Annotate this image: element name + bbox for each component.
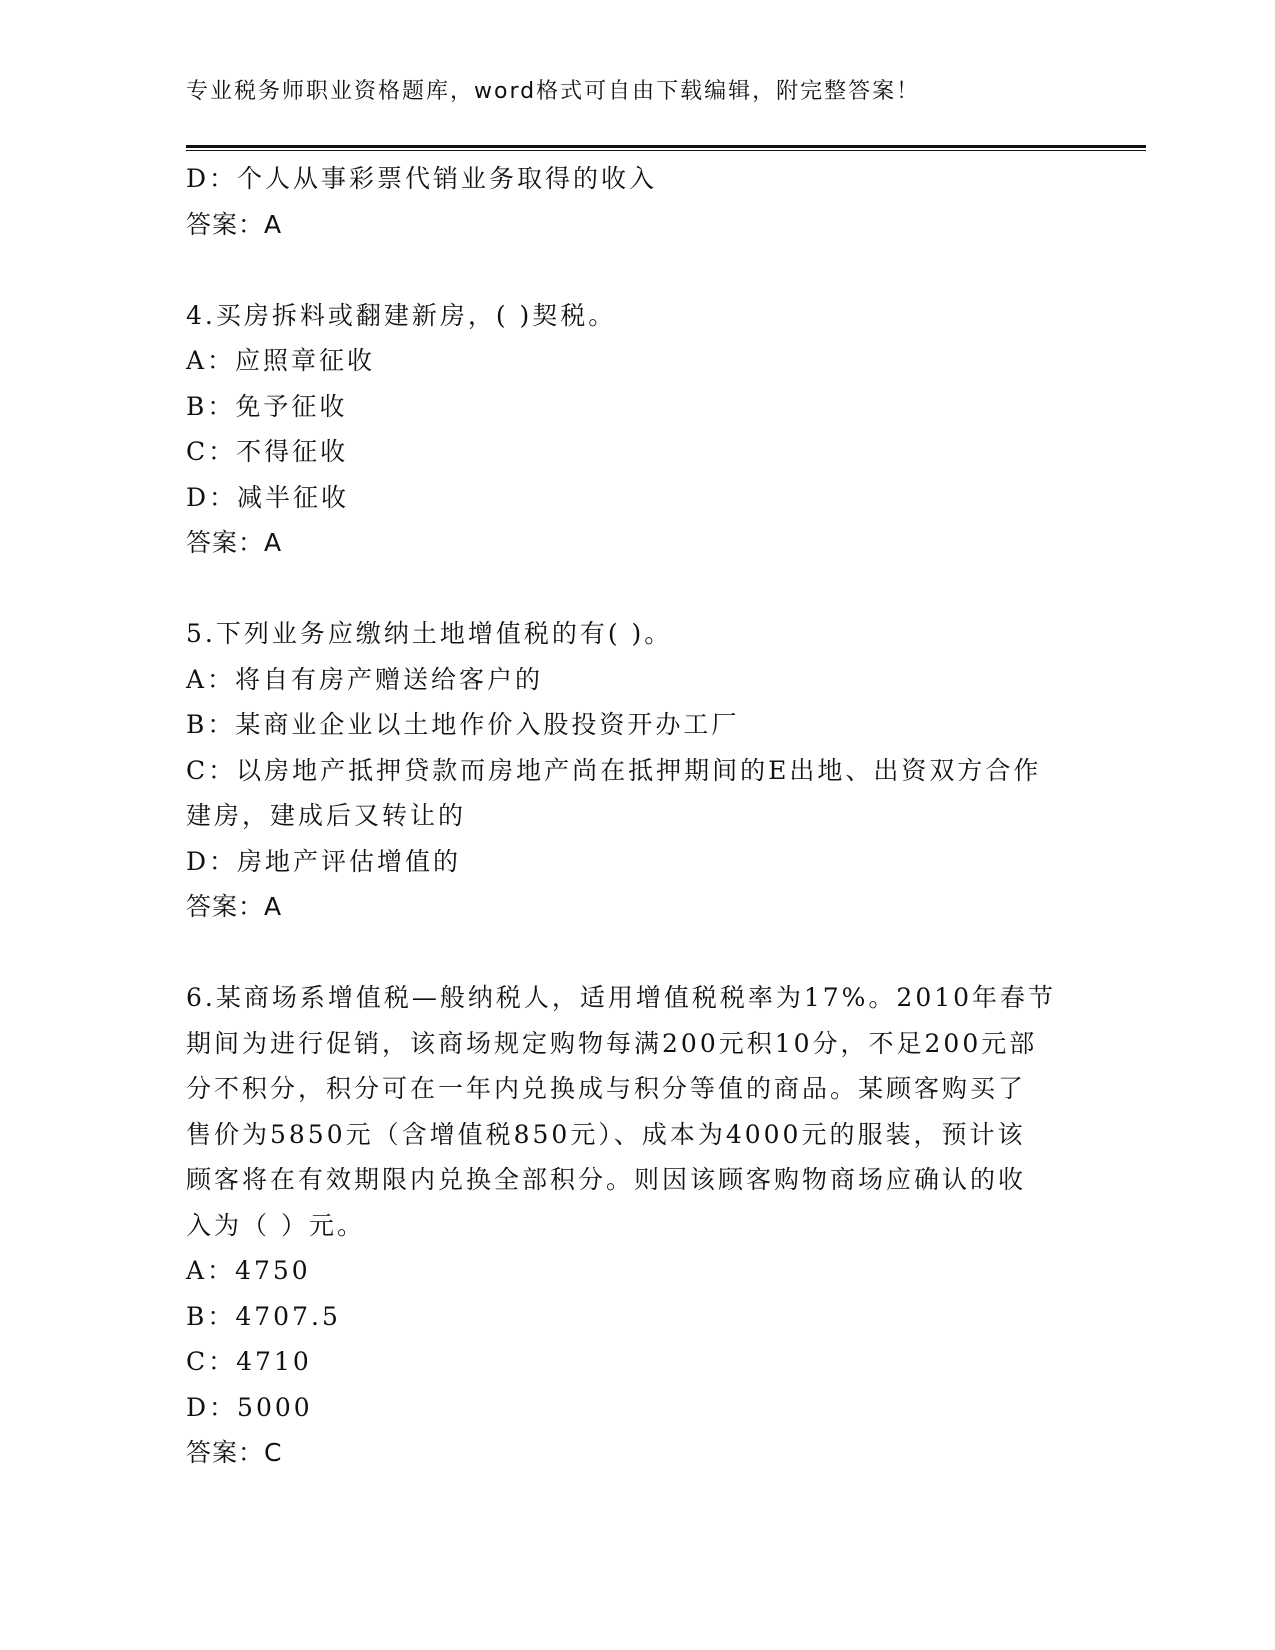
q5-option-a: A：将自有房产赠送给客户的 bbox=[186, 664, 544, 694]
q5-stem: 5.下列业务应缴纳土地增值税的有( )。 bbox=[186, 619, 673, 648]
q4-stem: 4.买房拆料或翻建新房，( )契税。 bbox=[186, 300, 617, 330]
q6-stem-line3: 分不积分，积分可在一年内兑换成与积分等值的商品。某顾客购买了 bbox=[186, 1074, 1027, 1103]
q5-option-c-line1: C：以房地产抵押贷款而房地产尚在抵押期间的E出地、出资双方合作 bbox=[186, 755, 1042, 785]
page-header: 专业税务师职业资格题库，word格式可自由下载编辑，附完整答案！ bbox=[186, 79, 921, 104]
q6-answer: 答案：C bbox=[186, 1438, 283, 1467]
q4-option-c: C：不得征收 bbox=[186, 437, 349, 466]
q3-option-d: D：个人从事彩票代销业务取得的收入 bbox=[186, 164, 658, 193]
q4-option-d: D：减半征收 bbox=[186, 482, 350, 512]
q4-option-a: A：应照章征收 bbox=[186, 346, 376, 375]
q4-option-b: B：免予征收 bbox=[186, 391, 348, 421]
document-body bbox=[186, 156, 1066, 1476]
q5-option-d: D：房地产评估增值的 bbox=[186, 846, 462, 876]
header-rule-thick bbox=[186, 145, 1146, 148]
q6-stem-line1: 6.某商场系增值税—般纳税人，适用增值税税率为17%。2010年春节 bbox=[186, 983, 1057, 1012]
q5-option-b: B：某商业企业以土地作价入股投资开办工厂 bbox=[186, 710, 740, 739]
header-rule-thin bbox=[186, 150, 1146, 151]
q6-stem-line4: 售价为5850元（含增值税850元）、成本为4000元的服装，预计该 bbox=[186, 1119, 1026, 1149]
q6-stem-line6: 入为（ ）元。 bbox=[186, 1210, 365, 1240]
spacer bbox=[186, 247, 1066, 293]
q6-option-a: A：4750 bbox=[186, 1256, 311, 1285]
q6-stem-line5: 顾客将在有效期限内兑换全部积分。则因该顾客购物商场应确认的收 bbox=[186, 1165, 1027, 1194]
q3-answer: 答案：A bbox=[186, 209, 283, 239]
q4-answer: 答案：A bbox=[186, 528, 283, 557]
q6-option-d: D：5000 bbox=[186, 1392, 313, 1422]
q5-answer: 答案：A bbox=[186, 892, 283, 921]
q6-stem-line2: 期间为进行促销，该商场规定购物每满200元积10分，不足200元部 bbox=[186, 1028, 1038, 1058]
q5-option-c-line2: 建房，建成后又转让的 bbox=[186, 801, 467, 830]
q6-option-b: B：4707.5 bbox=[186, 1301, 341, 1331]
spacer bbox=[186, 566, 1066, 612]
q6-option-c: C：4710 bbox=[186, 1347, 312, 1376]
spacer bbox=[186, 930, 1066, 976]
